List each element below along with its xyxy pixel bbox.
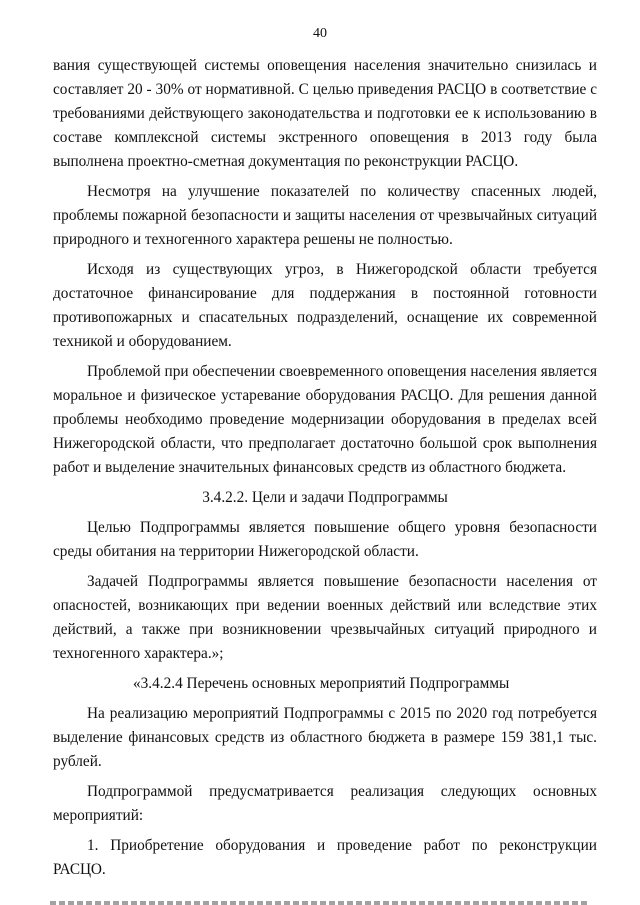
cut-off-text-line (50, 901, 590, 905)
paragraph: Несмотря на улучшение показателей по количеству спасенных людей, проблемы пожарной безопасности и защиты населения от чрезвычайных ситуаций природного и техногенного характера решены не полностью. (53, 183, 597, 248)
paragraph: Задачей Подпрограммы является повышение безопасности населения от опасностей, возникающих при ведении военных действий или вследствие этих действий, а также при возникновении чрезвычайных ситуаций природного и техногенного характера.»; (53, 573, 597, 662)
section-heading: «3.4.2.4 Перечень основных мероприятий Подпрограммы (133, 675, 510, 692)
document-body (53, 54, 597, 888)
paragraph: На реализацию мероприятий Подпрограммы с 2015 по 2020 год потребуется выделение финансовых средств из областного бюджета в размере 159 381,1 тыс. рублей. (53, 705, 597, 770)
paragraph-continuation: вания существующей системы оповещения населения значительно снизилась и составляет 20 - 30% от нормативной. С целью приведения РАСЦО в соответствие с требованиями действующего законодательства и подготовки ее к использованию в составе комплексной системы экстренного оповещения в 2013 году была выполнена проектно-сметная документация по реконструкции РАСЦО. (53, 57, 597, 170)
paragraph: Целью Подпрограммы является повышение общего уровня безопасности среды обитания на территории Нижегородской области. (53, 519, 597, 560)
paragraph: Проблемой при обеспечении своевременного оповещения населения является моральное и физическое устаревание оборудования РАСЦО. Для решения данной проблемы необходимо проведение модернизации оборудования в пределах всей Нижегородской области, что предполагает достаточно большой срок выполнения работ и выделение значительных финансовых средств из областного бюджета. (53, 363, 597, 476)
page-number: 40 (313, 26, 327, 41)
section-heading: 3.4.2.2. Цели и задачи Подпрограммы (202, 489, 448, 506)
paragraph: Исходя из существующих угроз, в Нижегородской области требуется достаточное финансирование для поддержания в постоянной готовности противопожарных и спасательных подразделений, оснащение их современной техникой и оборудованием. (53, 261, 597, 350)
list-item: 1. Приобретение оборудования и проведение работ по реконструкции РАСЦО. (53, 837, 597, 878)
paragraph: Подпрограммой предусматривается реализация следующих основных мероприятий: (53, 783, 597, 824)
